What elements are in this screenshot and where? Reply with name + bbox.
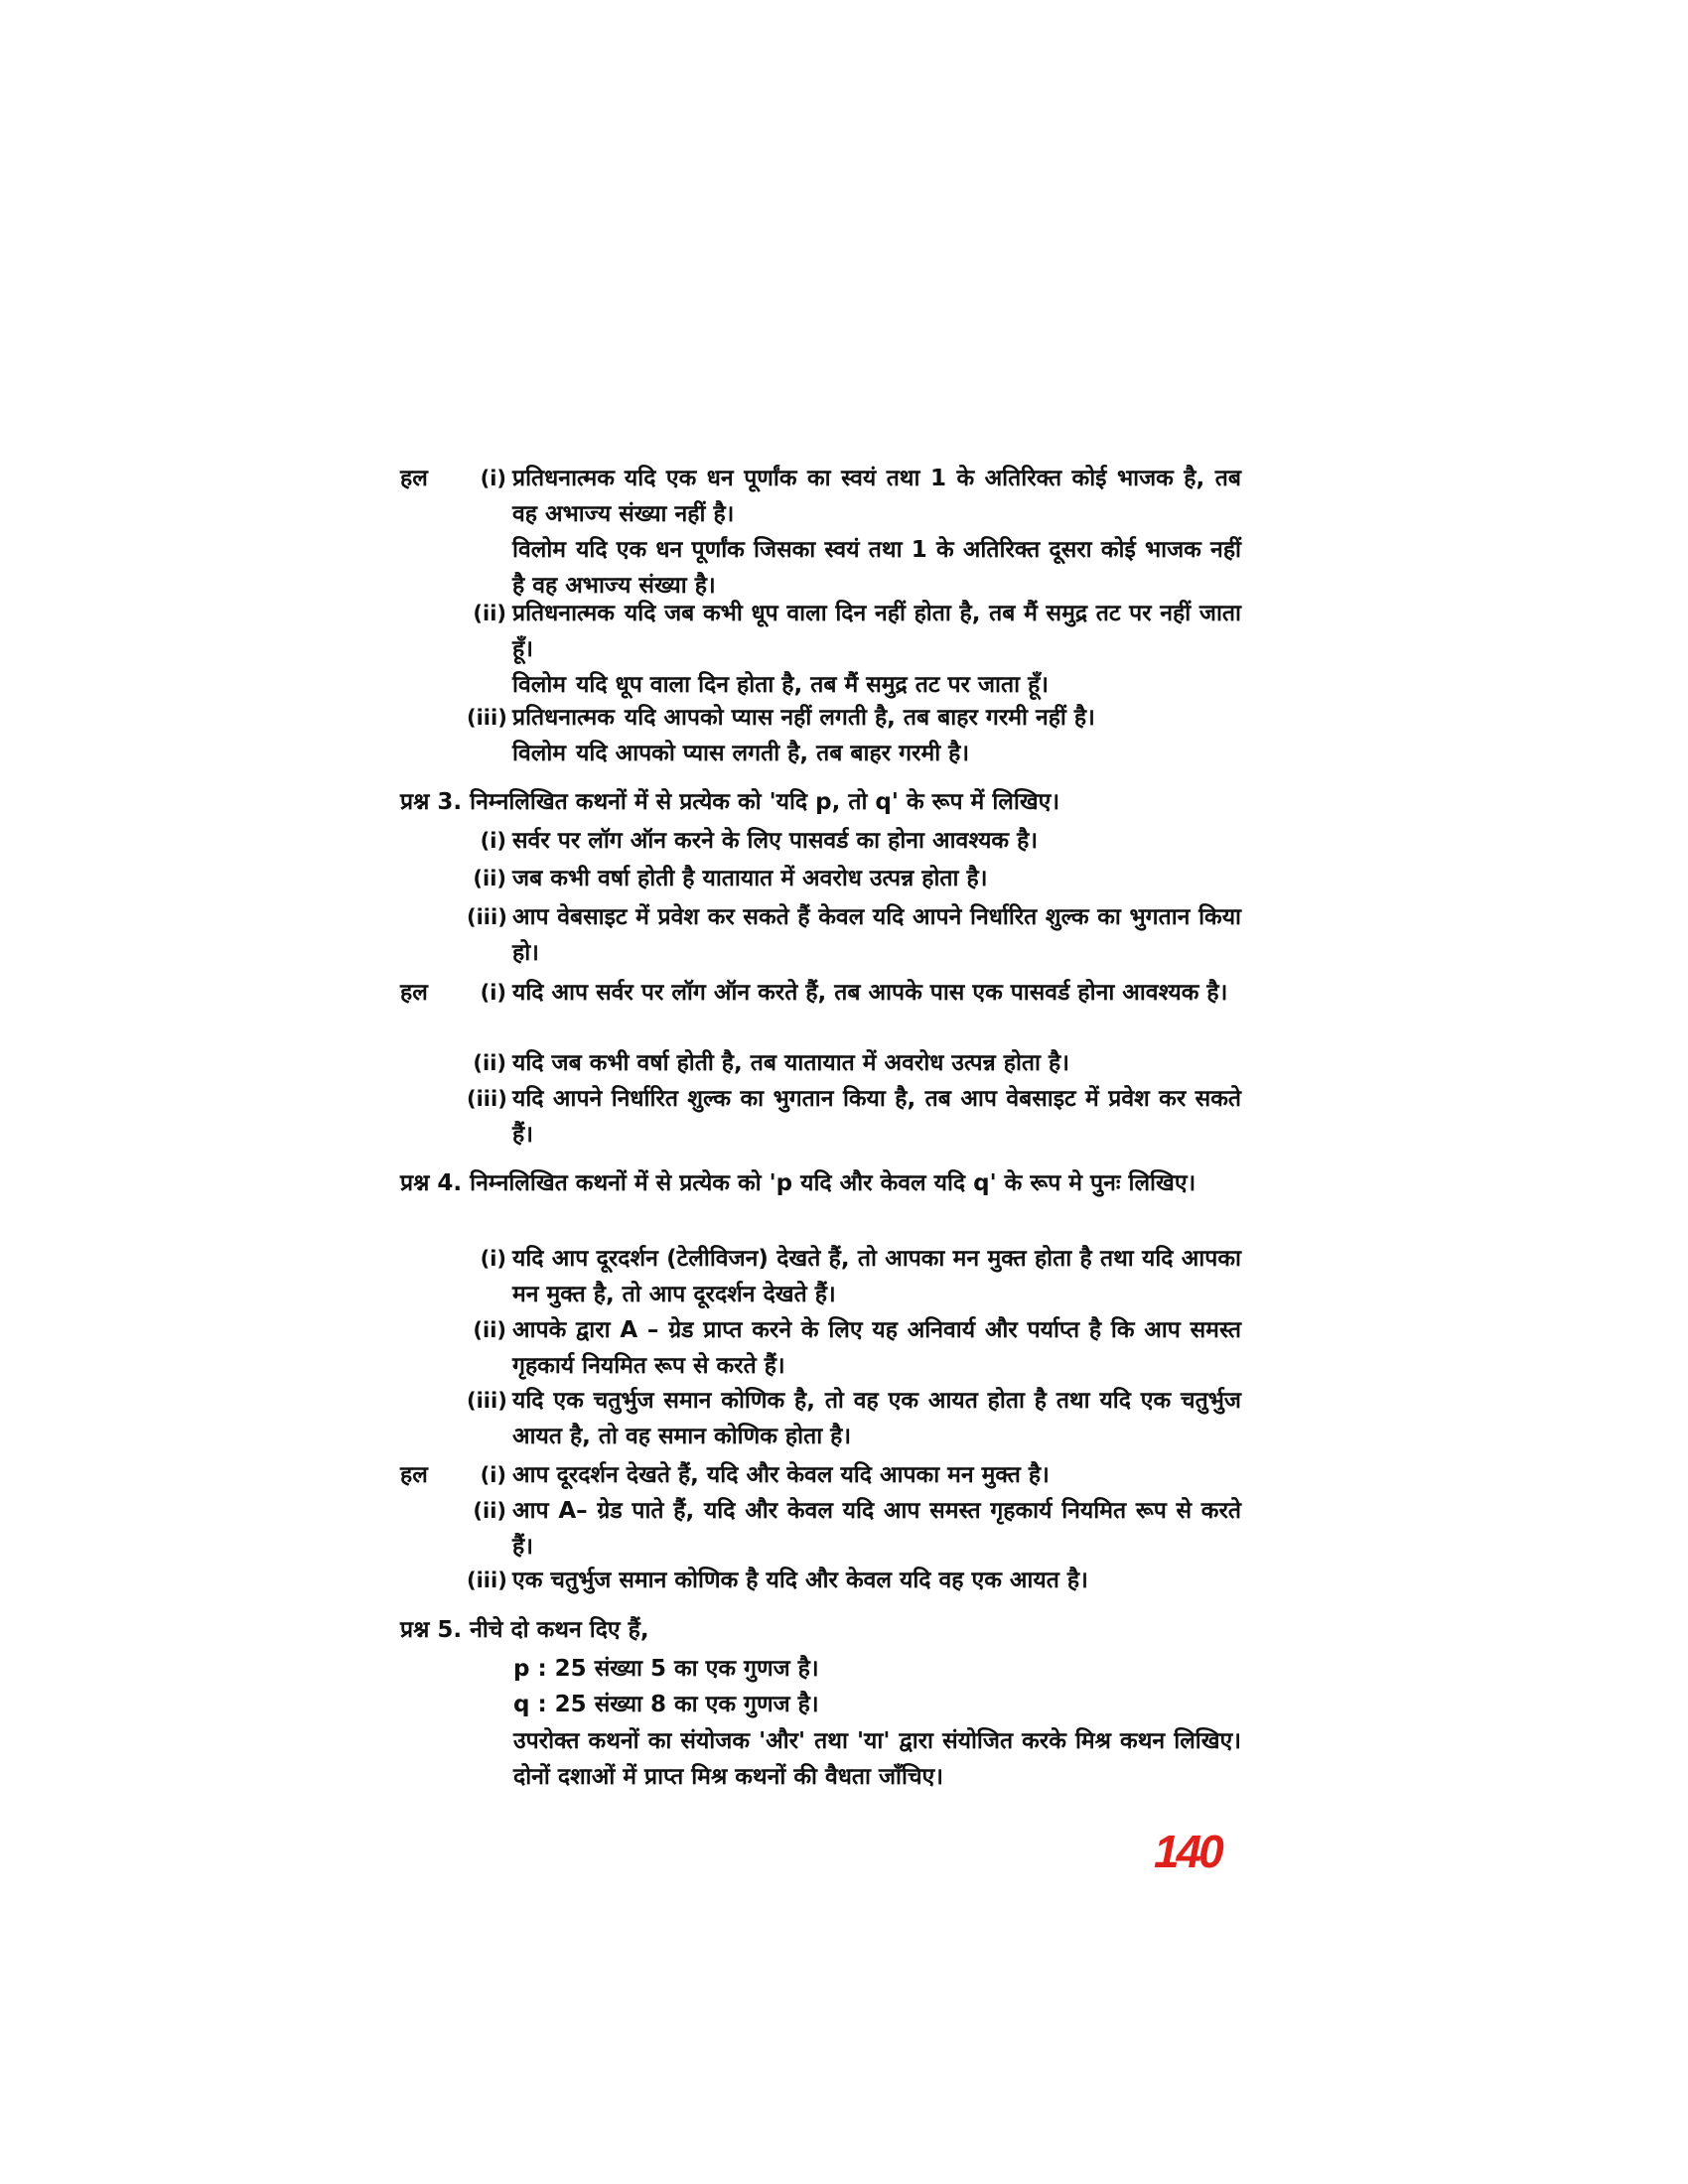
solution-label: हल (400, 980, 428, 1006)
item-text: जब कभी वर्षा होती है यातायात में अवरोध उत्पन्न होता है। (512, 866, 988, 891)
contrapositive-label: प्रतिधनात्मक (512, 705, 615, 731)
question-5 (400, 1612, 1241, 1648)
contrapositive-text: यदि आपको प्यास नहीं लगती है, तब बाहर गरमी नहीं है। (624, 705, 1095, 731)
question-item (467, 899, 1241, 971)
solution-item (467, 1045, 1241, 1081)
question-text: निम्नलिखित कथनों में से प्रत्येक को 'p यदि और केवल यदि q' के रूप मे पुनः लिखिए। (470, 1170, 1196, 1196)
item-number: (iii) (467, 1569, 507, 1592)
item-text: यदि आप दूरदर्शन (टेलीविजन) देखते हैं, तो आपका मन मुक्त होता है तथा यदि आपका मन मुक्त है, तो आप दूरदर्शन देखते हैं। (512, 1246, 1241, 1307)
statement-q: q : 25 संख्या 8 का एक गुणज है। (513, 1692, 819, 1717)
solution-item (467, 1081, 1241, 1153)
item-text: आपके द्वारा A – ग्रेड प्राप्त करने के लिए यह अनिवार्य और पर्याप्त है कि आप समस्त गृहकार्य नियमित रूप से करते हैं। (512, 1317, 1241, 1379)
contrapositive-text: यदि एक धन पूर्णांक का स्वयं तथा 1 के अतिरिक्त कोई भाजक है, तब वह अभाज्य संख्या नहीं है। (512, 466, 1241, 527)
question-item (467, 1312, 1241, 1384)
item-text: आप वेबसाइट में प्रवेश कर सकते हैं केवल यदि आपने निर्धारित शुल्क का भुगतान किया हो। (512, 904, 1241, 966)
item-number: (iii) (467, 1087, 507, 1111)
item-number: (ii) (473, 1499, 506, 1523)
item-number: (ii) (473, 1051, 506, 1075)
item-number: (i) (480, 467, 506, 490)
item-text: एक चतुर्भुज समान कोणिक है यदि और केवल यदि वह एक आयत है। (512, 1568, 1088, 1593)
question-number: प्रश्न 5. (400, 1617, 463, 1643)
item-text: यदि जब कभी वर्षा होती है, तब यातायात में अवरोध उत्पन्न होता है। (512, 1050, 1069, 1076)
item-text: यदि आप सर्वर पर लॉग ऑन करते हैं, तब आपके पास एक पासवर्ड होना आवश्यक है। (512, 980, 1228, 1006)
contrapositive-label: प्रतिधनात्मक (512, 466, 615, 491)
converse-text: यदि आपको प्यास लगती है, तब बाहर गरमी है। (576, 741, 970, 766)
question-text: नीचे दो कथन दिए हैं, (470, 1617, 649, 1643)
converse-text: यदि धूप वाला दिन होता है, तब मैं समुद्र तट पर जाता हूँ। (576, 672, 1049, 698)
item-number: (i) (480, 829, 506, 853)
solution-label: हल (400, 1462, 428, 1488)
question-4 (400, 1165, 1241, 1201)
question-item (467, 823, 1241, 859)
converse-label: विलोम (512, 672, 567, 698)
item-number: (ii) (473, 867, 506, 890)
converse-label: विलोम (512, 537, 567, 563)
item-text: आप A– ग्रेड पाते हैं, यदि और केवल यदि आप समस्त गृहकार्य नियमित रूप से करते हैं। (512, 1498, 1241, 1560)
solution-item (467, 1563, 1241, 1598)
contrapositive-text: यदि जब कभी धूप वाला दिन नहीं होता है, तब मैं समुद्र तट पर नहीं जाता हूँ। (512, 601, 1241, 662)
question-item (467, 1383, 1241, 1454)
item-number: (iii) (467, 1389, 507, 1413)
solution-item (467, 596, 1241, 703)
question-item (467, 1241, 1241, 1312)
solution-item (467, 700, 1241, 771)
solution-label: हल (400, 466, 428, 491)
converse-text: यदि एक धन पूर्णांक जिसका स्वयं तथा 1 के अतिरिक्त दूसरा कोई भाजक नहीं है वह अभाज्य संख्या है। (512, 537, 1241, 599)
question-number: प्रश्न 4. (400, 1170, 463, 1196)
question-3 (400, 784, 1241, 820)
page-number: 140 (1154, 1826, 1221, 1877)
item-number: (i) (480, 981, 506, 1005)
item-text: यदि आपने निर्धारित शुल्क का भुगतान किया है, तब आप वेबसाइट में प्रवेश कर सकते हैं। (512, 1086, 1241, 1148)
question-item (467, 861, 1241, 896)
solution-item (467, 1493, 1241, 1565)
item-text: यदि एक चतुर्भुज समान कोणिक है, तो वह एक आयत होता है तथा यदि एक चतुर्भुज आयत है, तो वह समान कोणिक होता है। (512, 1388, 1241, 1449)
item-text: आप दूरदर्शन देखते हैं, यदि और केवल यदि आपका मन मुक्त है। (512, 1462, 1050, 1488)
item-number: (i) (480, 1463, 506, 1487)
converse-label: विलोम (512, 741, 567, 766)
contrapositive-label: प्रतिधनात्मक (512, 601, 615, 626)
item-text: सर्वर पर लॉग ऑन करने के लिए पासवर्ड का होना आवश्यक है। (512, 828, 1039, 854)
instruction-text: उपरोक्त कथनों का संयोजक 'और' तथा 'या' द्वारा संयोजित करके मिश्र कथन लिखिए। दोनों दशाओं में प्राप्त मिश्र कथनों की वैधता जाँचिए। (513, 1728, 1241, 1790)
solution-item (467, 975, 1241, 1011)
solution-item (467, 461, 1241, 604)
question-text: निम्नलिखित कथनों में से प्रत्येक को 'यदि p, तो q' के रूप में लिखिए। (470, 789, 1060, 815)
item-number: (i) (480, 1247, 506, 1271)
item-number: (ii) (473, 602, 506, 625)
question-number: प्रश्न 3. (400, 789, 463, 815)
item-number: (iii) (467, 706, 507, 730)
item-number: (ii) (473, 1318, 506, 1342)
item-number: (iii) (467, 905, 507, 929)
solution-item (467, 1457, 1241, 1493)
statement-p: p : 25 संख्या 5 का एक गुणज है। (513, 1656, 819, 1682)
